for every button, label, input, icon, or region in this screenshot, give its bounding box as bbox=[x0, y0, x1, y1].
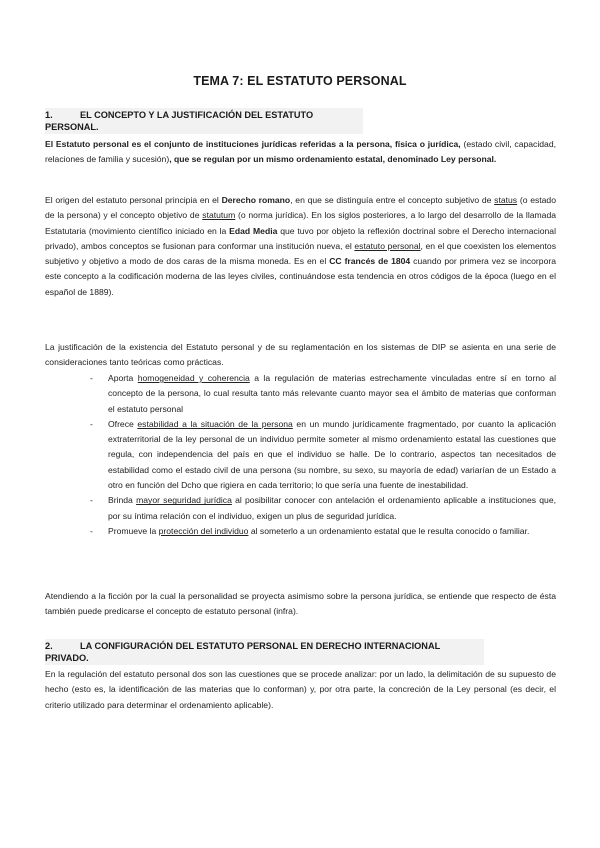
origin-cc-frances: CC francés de 1804 bbox=[329, 256, 411, 267]
origin-status-term: status bbox=[494, 195, 518, 205]
list-item-emphasis: estabilidad a la situación de la persona bbox=[137, 418, 293, 429]
list-item bbox=[90, 524, 556, 539]
section-2-title: LA CONFIGURACIÓN DEL ESTATUTO PERSONAL EN DERECHO INTERNACIONAL PRIVADO. bbox=[45, 641, 441, 663]
paragraph-configuration: En la regulación del estatuto personal dos son las cuestiones que se procede analizar: por un lado, la delimitación de su supuesto de hecho (esto es, la identificación de las materias que lo conforman) y, por otra parte, la concreción de la Ley personal (es decir, el criterio utilizado para determinar el ordenamiento aplicable). bbox=[45, 669, 556, 710]
bullet-dash: - bbox=[90, 418, 93, 429]
list-item-text: al posibilitar conocer con antelación el ordenamiento aplicable a instituciones que, por su íntima relación con el individuo, exigen un plus de seguridad jurídica. bbox=[108, 495, 556, 521]
origin-text-5: que tuvo por objeto la reflexión doctrinal sobre el Derecho internacional privado), ambos conceptos se fusionan para conformar una institución nueva, el bbox=[45, 225, 556, 251]
origin-text-4: (o norma jurídica). En los siglos posteriores, a lo largo del desarrollo de la llamada Estatutaria (movimiento científico iniciado en la bbox=[45, 210, 557, 236]
paragraph-definition bbox=[45, 137, 556, 168]
list-item-text: Aporta bbox=[108, 373, 138, 383]
list-item-text: a la regulación de materias estrechamente vinculadas entre sí en torno al concepto de la persona, lo cual resulta tanto más relevante cuanto mayor sea el ámbito de materias que conforman el estatuto personal bbox=[108, 373, 556, 414]
origin-text-1: El origen del estatuto personal principia en el bbox=[45, 195, 222, 205]
origin-estatuto-personal-term: estatuto personal bbox=[354, 240, 421, 251]
paragraph-legal-person: Atendiendo a la ficción por la cual la personalidad se proyecta asimismo sobre la persona jurídica, se entiende que respecto de ésta también puede predicarse el concepto de estatuto personal (infra). bbox=[45, 591, 556, 617]
paragraph-justification: La justificación de la existencia del Estatuto personal y de su reglamentación en los sistemas de DIP se asienta en una serie de consideraciones tanto teóricas como prácticas. bbox=[45, 342, 556, 368]
paragraph-origin bbox=[45, 193, 556, 300]
origin-edad-media: Edad Media bbox=[229, 225, 278, 236]
section-1-title: EL CONCEPTO Y LA JUSTIFICACIÓN DEL ESTATUTO PERSONAL. bbox=[45, 110, 314, 132]
list-item-text: en un mundo jurídicamente fragmentado, por cuanto la aplicación extraterritorial de la ley personal de un individuo permite someter al mismo ordenamiento estatal las cuestiones que regula, con independencia del país en que el individuo se halle. De lo contrario, aspectos tan necesitados de estabilidad como el estado civil de una persona (su nombre, su sexo, su mayoría de edad) variarían de un Estado a otro en función del Dcho que rigiera en cada territorio; lo que sería una fuente de inestabilidad. bbox=[108, 418, 556, 491]
list-item bbox=[90, 417, 556, 493]
section-2-heading bbox=[45, 639, 484, 665]
list-item bbox=[90, 371, 556, 417]
list-item-text: Brinda bbox=[108, 495, 137, 506]
list-item-emphasis: homogeneidad y coherencia bbox=[137, 373, 250, 383]
section-2-number: 2. bbox=[45, 641, 53, 651]
definition-parenthetical: (estado civil, capacidad, relaciones de familia y sucesión) bbox=[45, 139, 556, 165]
origin-text-7: cuando por primera vez se incorpora este concepto a la codificación moderna de las leyes civiles, continuándose esta tendencia en otros códigos de la época (luego en el español de 1889). bbox=[45, 256, 556, 297]
origin-text-2: , en que se distinguía entre el concepto subjetivo de bbox=[290, 195, 495, 205]
section-1-number: 1. bbox=[45, 110, 53, 120]
list-item-text: Ofrece bbox=[108, 418, 138, 429]
bullet-dash: - bbox=[90, 373, 93, 383]
origin-derecho-romano: Derecho romano bbox=[221, 195, 291, 205]
origin-statutum-term: statutum bbox=[202, 210, 236, 221]
justification-list bbox=[90, 371, 556, 539]
definition-bold-start: El Estatuto personal es el conjunto de instituciones jurídicas referidas a la persona, física o jurídica, bbox=[45, 139, 461, 149]
list-item-emphasis: protección del individuo bbox=[158, 525, 249, 536]
list-item-text: al someterlo a un ordenamiento estatal que le resulta conocido o familiar. bbox=[248, 525, 530, 536]
list-item bbox=[90, 493, 556, 524]
origin-text-3: (o estado de la persona) y el concepto objetivo de bbox=[45, 195, 556, 221]
definition-bold-end: , que se regulan por un mismo ordenamiento estatal, denominado Ley personal. bbox=[169, 154, 497, 165]
bullet-dash: - bbox=[90, 495, 93, 506]
origin-text-6: , en el que coexisten los elementos subjetivo y objetivo a modo de dos caras de la misma moneda. Es en el bbox=[45, 240, 556, 267]
list-item-text: Promueve la bbox=[108, 525, 159, 536]
bullet-dash: - bbox=[90, 525, 93, 536]
document-title: TEMA 7: EL ESTATUTO PERSONAL bbox=[193, 74, 407, 88]
section-1-heading bbox=[45, 108, 363, 134]
list-item-emphasis: mayor seguridad jurídica bbox=[136, 495, 232, 506]
